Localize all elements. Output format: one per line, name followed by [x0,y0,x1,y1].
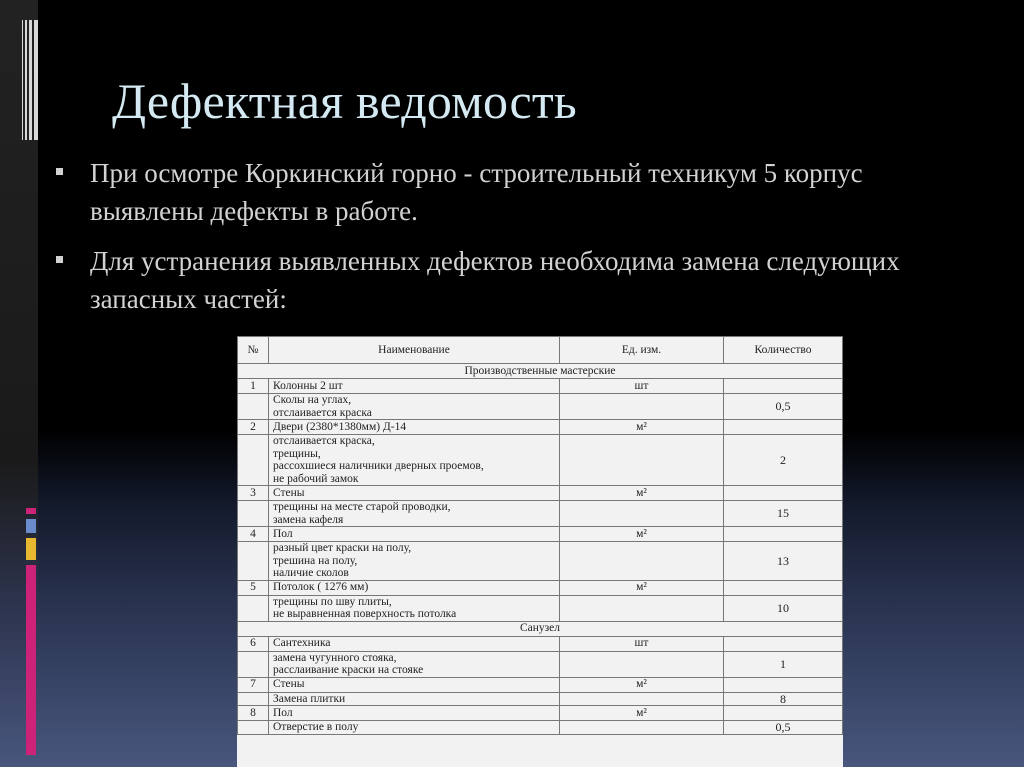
table-row [238,692,843,706]
cell-qty: 13 [724,542,843,581]
cell-name-line: Стены [273,486,305,499]
cell-name [269,435,560,486]
table-header-row [238,337,843,364]
bullet-text: При осмотре Коркинский горно - строительный техникум 5 корпус выявлены дефекты в работе. [90,158,863,226]
section-title: Производственные мастерские [238,364,843,379]
cell-unit: м² [560,420,724,435]
cell-unit: м² [560,486,724,501]
cell-name-line: Двери (2380*1380мм) Д-14 [273,420,407,433]
defect-table [237,336,843,735]
cell-name-line: разный цвет краски на полу, [273,542,412,554]
cell-unit [560,721,724,735]
cell-name-line: Сантехника [273,637,331,650]
table-row [238,394,843,420]
cell-qty [724,677,843,692]
cell-name-line: Стены [273,678,305,691]
cell-num: 3 [238,486,269,501]
table-row [238,595,843,621]
cell-name-line: Сколы на углах, [273,394,352,406]
table-row [238,379,843,394]
cell-unit [560,651,724,677]
left-decorative-rail [0,0,38,767]
cell-name-line: Потолок ( 1276 мм) [273,581,369,594]
cell-num [238,651,269,677]
table-row [238,706,843,721]
slide-title: Дефектная ведомость [112,73,577,129]
cell-qty: 10 [724,595,843,621]
cell-name [269,486,560,501]
cell-name-line: расслаивание краски на стояке [273,664,424,676]
section-row [238,621,843,636]
cell-name [269,542,560,581]
cell-name-line: Колонны 2 шт [273,379,343,392]
bullet-item [52,242,972,318]
cell-name-line: трещины, [273,447,321,460]
bullet-square-icon [56,168,63,175]
cell-num: 5 [238,580,269,595]
cell-unit [560,692,724,706]
rail-color-ticks [26,508,36,760]
cell-name-line: замена чугунного стояка, [273,651,397,664]
cell-qty [724,580,843,595]
cell-name [269,677,560,692]
cell-num [238,721,269,735]
cell-unit: шт [560,636,724,651]
cell-name-line: Отверстие в полу [273,721,359,733]
table-row [238,542,843,581]
section-row [238,364,843,379]
cell-num: 7 [238,677,269,692]
table-row [238,580,843,595]
table-row [238,501,843,527]
cell-unit [560,501,724,527]
cell-name-line: трешина на полу, [273,554,358,567]
table-row [238,486,843,501]
table-row [238,420,843,435]
header-unit: Ед. изм. [560,337,724,364]
header-qty: Количество [724,337,843,364]
table-row [238,721,843,735]
cell-name [269,394,560,420]
cell-qty: 8 [724,692,843,706]
cell-unit: м² [560,580,724,595]
cell-name-line: не выравненная поверхность потолка [273,608,457,620]
rail-stripes [22,20,38,140]
cell-name [269,527,560,542]
table-body [238,364,843,735]
cell-name-line: наличие сколов [273,567,349,579]
cell-name [269,379,560,394]
table-row [238,651,843,677]
cell-num: 8 [238,706,269,721]
cell-name-line: Замена плитки [273,692,346,705]
table-row [238,435,843,486]
cell-name [269,706,560,721]
cell-name [269,636,560,651]
cell-qty: 0,5 [724,721,843,735]
cell-qty [724,379,843,394]
cell-name [269,651,560,677]
cell-unit: м² [560,706,724,721]
cell-name-line: замена кафеля [273,513,344,526]
section-title: Санузел [238,621,843,636]
cell-name [269,580,560,595]
header-num: № [238,337,269,364]
cell-num: 6 [238,636,269,651]
cell-unit [560,595,724,621]
cell-name-line: рассохшиеся наличники дверных проемов, [273,460,484,472]
bullet-text: Для устранения выявленных дефектов необходима замена следующих запасных частей: [90,246,900,314]
defect-table-image [237,336,843,767]
cell-name [269,595,560,621]
bullet-item [52,154,972,230]
cell-qty [724,527,843,542]
cell-num [238,501,269,527]
cell-num: 1 [238,379,269,394]
bullet-list [52,154,972,330]
cell-num [238,394,269,420]
cell-qty [724,420,843,435]
cell-name [269,692,560,706]
cell-name [269,420,560,435]
bullet-square-icon [56,256,63,263]
cell-num [238,692,269,706]
cell-name-line: Пол [273,527,293,540]
cell-qty: 2 [724,435,843,486]
cell-unit: м² [560,527,724,542]
cell-num [238,435,269,486]
header-name: Наименование [269,337,560,364]
cell-name-line: трещины на месте старой проводки, [273,501,451,513]
cell-unit [560,435,724,486]
cell-qty: 0,5 [724,394,843,420]
cell-unit: м² [560,677,724,692]
cell-name [269,721,560,735]
cell-qty [724,636,843,651]
cell-name-line: отслаивается краска [273,406,372,419]
cell-unit [560,542,724,581]
cell-qty [724,706,843,721]
cell-qty [724,486,843,501]
table-row [238,527,843,542]
cell-num [238,542,269,581]
cell-name-line: отслаивается краска, [273,435,375,447]
table-row [238,677,843,692]
cell-qty: 1 [724,651,843,677]
cell-num [238,595,269,621]
cell-num: 2 [238,420,269,435]
cell-num: 4 [238,527,269,542]
cell-name [269,501,560,527]
cell-qty: 15 [724,501,843,527]
cell-name-line: Пол [273,706,293,719]
cell-unit: шт [560,379,724,394]
table-row [238,636,843,651]
cell-unit [560,394,724,420]
cell-name-line: не рабочий замок [273,472,359,485]
cell-name-line: трещины по шву плиты, [273,595,392,608]
